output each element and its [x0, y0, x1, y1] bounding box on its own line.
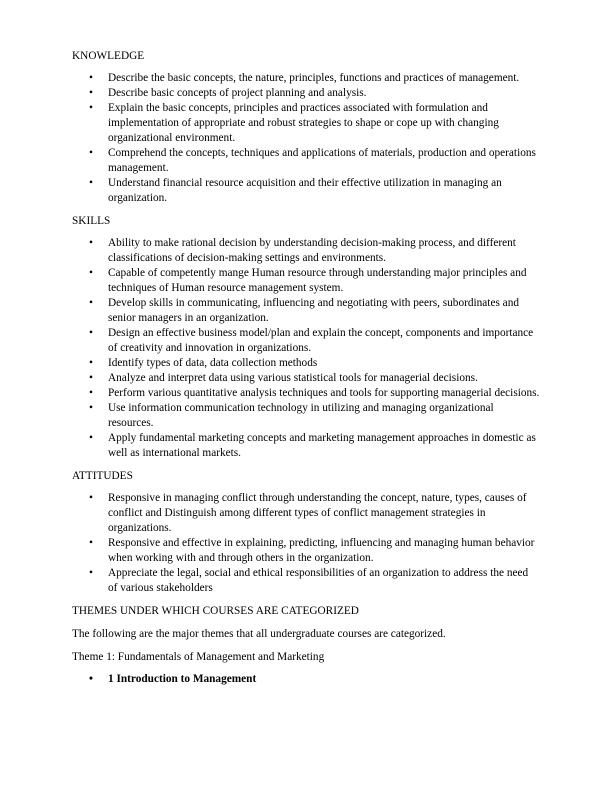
list-item: • Appreciate the legal, social and ethical responsibilities of an organization to address the need of various stakeholders: [89, 567, 529, 594]
section-heading-attitudes: ATTITUDES: [72, 470, 133, 482]
bullet-icon: •: [89, 567, 93, 579]
bullet-icon: •: [89, 147, 93, 159]
theme-1-title: Theme 1: Fundamentals of Management and Marketing: [72, 651, 325, 663]
section-heading-knowledge: KNOWLEDGE: [72, 50, 145, 62]
list-item: • Describe basic concepts of project planning and analysis.: [89, 87, 367, 99]
list-item: • Analyze and interpret data using various statistical tools for managerial decisions.: [89, 372, 478, 384]
list-item: • Describe the basic concepts, the nature, principles, functions and practices of management.: [89, 72, 520, 84]
bullet-icon: •: [89, 673, 93, 685]
bullet-icon: •: [89, 537, 93, 549]
list-item: • Capable of competently mange Human resource through understanding major principles and techniques of Human resource management system.: [89, 267, 527, 294]
list-item: • Use information communication technology in utilizing and managing organizational resources.: [89, 402, 494, 429]
list-item: • Develop skills in communicating, influencing and negotiating with peers, subordinates and senior managers in an organization.: [89, 297, 519, 324]
bullet-icon: •: [89, 387, 93, 399]
skills-list: [72, 236, 540, 461]
bullet-icon: •: [89, 327, 93, 339]
list-item: • Understand financial resource acquisition and their effective utilization in managing an organization.: [89, 177, 502, 204]
section-heading-skills: SKILLS: [72, 215, 111, 227]
themes-intro: The following are the major themes that all undergraduate courses are categorized.: [72, 628, 446, 640]
attitudes-list: [72, 491, 540, 596]
bullet-icon: •: [89, 72, 93, 84]
list-item: • Perform various quantitative analysis techniques and tools for supporting managerial decisions.: [89, 387, 540, 399]
bullet-icon: •: [89, 87, 93, 99]
document-content: [72, 49, 540, 687]
bullet-icon: •: [89, 432, 93, 444]
list-item: • Apply fundamental marketing concepts and marketing management approaches in domestic as well as international markets.: [89, 432, 536, 459]
bullet-icon: •: [89, 102, 93, 114]
bullet-icon: •: [89, 177, 93, 189]
bullet-icon: •: [89, 237, 93, 249]
bullet-icon: •: [89, 402, 93, 414]
list-item: • Design an effective business model/plan and explain the concept, components and importance of creativity and innovation in organizations.: [89, 327, 534, 354]
bullet-icon: •: [89, 372, 93, 384]
bullet-icon: •: [89, 297, 93, 309]
theme-1-list: [72, 672, 540, 687]
knowledge-list: [72, 71, 540, 206]
bullet-icon: •: [89, 492, 93, 504]
bullet-icon: •: [89, 267, 93, 279]
list-item: • Responsive and effective in explaining, predicting, influencing and managing human behavior when working with and through others in the organization.: [89, 537, 535, 564]
list-item: • Explain the basic concepts, principles and practices associated with formulation and implementation of appropriate and robust strategies to shape or cope up with changing organizational environment.: [89, 102, 499, 144]
list-item: • Ability to make rational decision by understanding decision-making process, and different classifications of decision-making settings and environments.: [89, 237, 516, 264]
bullet-icon: •: [89, 357, 93, 369]
themes-heading: THEMES UNDER WHICH COURSES ARE CATEGORIZED: [72, 605, 359, 617]
list-item: • Identify types of data, data collection methods: [89, 357, 318, 369]
list-item: • 1 Introduction to Management: [89, 673, 257, 685]
list-item: • Comprehend the concepts, techniques and applications of materials, production and operations management.: [89, 147, 536, 174]
list-item: • Responsive in managing conflict through understanding the concept, nature, types, causes of conflict and Distinguish among different types of conflict management strategies in organizations.: [89, 492, 527, 534]
